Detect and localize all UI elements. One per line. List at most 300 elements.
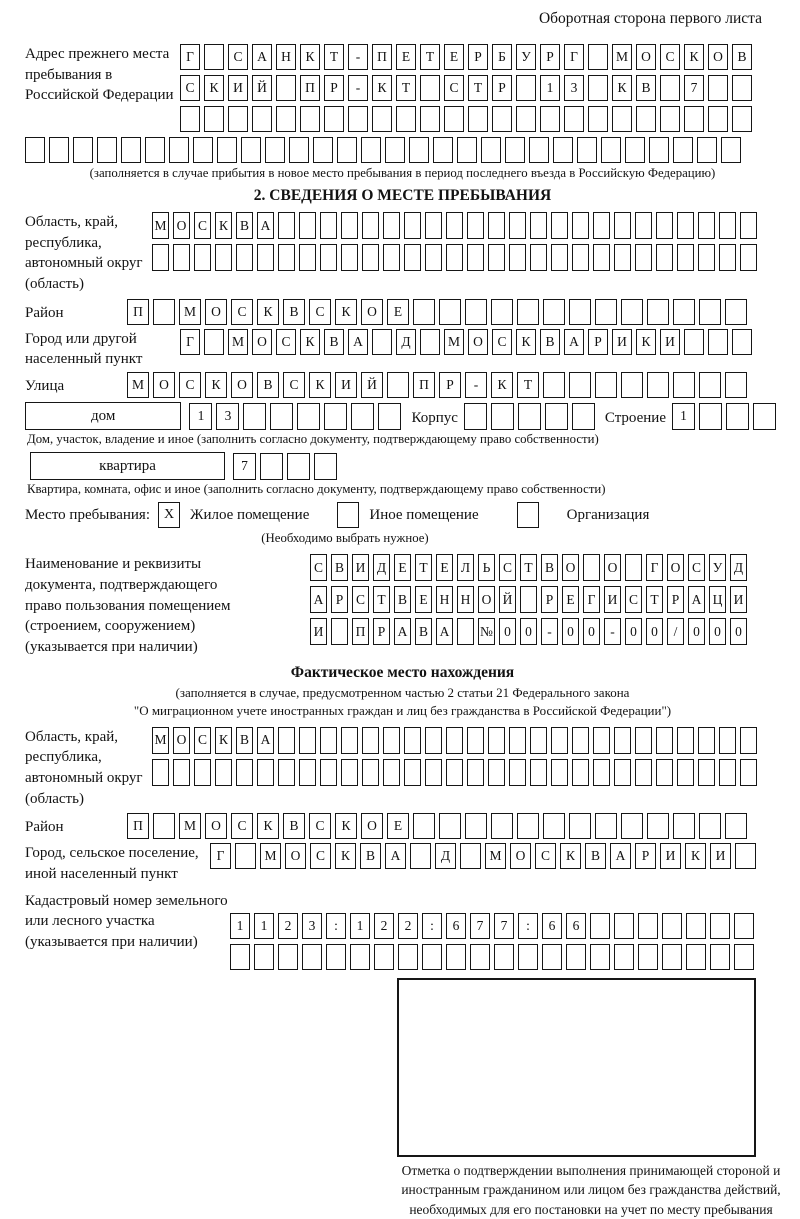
char-cell[interactable] <box>314 453 337 480</box>
char-cell[interactable]: К <box>204 75 224 101</box>
char-cell[interactable]: 3 <box>216 403 239 430</box>
char-cell[interactable]: С <box>310 843 331 869</box>
char-cell[interactable] <box>647 299 669 325</box>
char-cell[interactable]: С <box>688 554 705 581</box>
char-cell[interactable] <box>593 244 610 271</box>
char-cell[interactable]: Ь <box>478 554 495 581</box>
char-cell[interactable] <box>572 244 589 271</box>
char-cell[interactable]: С <box>660 44 680 70</box>
char-cell[interactable]: Г <box>646 554 663 581</box>
char-cell[interactable]: В <box>257 372 279 398</box>
char-cell[interactable] <box>488 244 505 271</box>
char-cell[interactable]: 3 <box>564 75 584 101</box>
char-cell[interactable] <box>413 813 435 839</box>
char-cell[interactable]: С <box>499 554 516 581</box>
char-cell[interactable] <box>236 759 253 786</box>
char-cell[interactable] <box>287 453 310 480</box>
char-cell[interactable] <box>518 944 538 970</box>
char-cell[interactable] <box>320 727 337 754</box>
char-cell[interactable] <box>457 618 474 645</box>
char-cell[interactable]: С <box>283 372 305 398</box>
char-cell[interactable] <box>564 106 584 132</box>
char-cell[interactable]: И <box>612 329 632 355</box>
char-cell[interactable] <box>588 75 608 101</box>
char-cell[interactable] <box>595 299 617 325</box>
char-cell[interactable] <box>583 554 600 581</box>
char-cell[interactable] <box>278 244 295 271</box>
char-cell[interactable]: 0 <box>688 618 705 645</box>
char-cell[interactable]: П <box>300 75 320 101</box>
char-cell[interactable] <box>684 106 704 132</box>
char-cell[interactable] <box>243 403 266 430</box>
char-cell[interactable] <box>97 137 117 163</box>
char-cell[interactable] <box>719 759 736 786</box>
char-cell[interactable]: М <box>612 44 632 70</box>
char-cell[interactable] <box>621 813 643 839</box>
char-cell[interactable]: 1 <box>254 913 274 939</box>
char-cell[interactable] <box>698 727 715 754</box>
char-cell[interactable]: П <box>372 44 392 70</box>
char-cell[interactable]: У <box>709 554 726 581</box>
char-cell[interactable]: Р <box>541 586 558 613</box>
char-cell[interactable] <box>656 759 673 786</box>
char-cell[interactable]: 0 <box>730 618 747 645</box>
char-cell[interactable]: К <box>372 75 392 101</box>
char-cell[interactable] <box>265 137 285 163</box>
char-cell[interactable]: : <box>326 913 346 939</box>
char-cell[interactable]: Р <box>588 329 608 355</box>
char-cell[interactable] <box>278 759 295 786</box>
char-cell[interactable] <box>420 75 440 101</box>
char-cell[interactable]: К <box>636 329 656 355</box>
char-cell[interactable]: Й <box>361 372 383 398</box>
char-cell[interactable]: Г <box>210 843 231 869</box>
char-cell[interactable] <box>467 759 484 786</box>
char-cell[interactable]: Н <box>276 44 296 70</box>
char-cell[interactable]: О <box>636 44 656 70</box>
char-cell[interactable]: И <box>604 586 621 613</box>
char-cell[interactable]: А <box>394 618 411 645</box>
char-cell[interactable] <box>660 106 680 132</box>
char-cell[interactable]: И <box>710 843 731 869</box>
char-cell[interactable] <box>215 759 232 786</box>
char-cell[interactable]: О <box>562 554 579 581</box>
char-cell[interactable] <box>404 212 421 239</box>
char-cell[interactable] <box>194 759 211 786</box>
char-cell[interactable]: 0 <box>520 618 537 645</box>
char-cell[interactable] <box>593 212 610 239</box>
char-cell[interactable] <box>383 212 400 239</box>
char-cell[interactable]: - <box>541 618 558 645</box>
char-cell[interactable] <box>257 244 274 271</box>
char-cell[interactable] <box>372 329 392 355</box>
char-cell[interactable] <box>362 244 379 271</box>
char-cell[interactable]: М <box>179 813 201 839</box>
char-cell[interactable] <box>551 212 568 239</box>
char-cell[interactable]: К <box>335 813 357 839</box>
char-cell[interactable]: В <box>236 727 253 754</box>
char-cell[interactable] <box>732 106 752 132</box>
char-cell[interactable]: О <box>153 372 175 398</box>
char-cell[interactable]: 0 <box>625 618 642 645</box>
char-cell[interactable] <box>734 913 754 939</box>
char-cell[interactable] <box>572 727 589 754</box>
char-cell[interactable]: В <box>415 618 432 645</box>
char-cell[interactable] <box>467 727 484 754</box>
char-cell[interactable]: Т <box>517 372 539 398</box>
char-cell[interactable] <box>516 75 536 101</box>
char-cell[interactable]: 7 <box>233 453 256 480</box>
char-cell[interactable] <box>396 106 416 132</box>
char-cell[interactable] <box>276 75 296 101</box>
char-cell[interactable] <box>732 329 752 355</box>
char-cell[interactable]: С <box>194 727 211 754</box>
char-cell[interactable]: П <box>352 618 369 645</box>
char-cell[interactable] <box>593 759 610 786</box>
char-cell[interactable] <box>569 813 591 839</box>
char-cell[interactable] <box>593 727 610 754</box>
char-cell[interactable] <box>331 618 348 645</box>
char-cell[interactable]: М <box>152 727 169 754</box>
char-cell[interactable] <box>543 813 565 839</box>
char-cell[interactable] <box>530 727 547 754</box>
char-cell[interactable] <box>677 244 694 271</box>
char-cell[interactable] <box>341 759 358 786</box>
char-cell[interactable] <box>601 137 621 163</box>
char-cell[interactable] <box>152 759 169 786</box>
char-cell[interactable]: К <box>685 843 706 869</box>
char-cell[interactable] <box>551 759 568 786</box>
char-cell[interactable] <box>708 106 728 132</box>
char-cell[interactable]: В <box>331 554 348 581</box>
char-cell[interactable] <box>145 137 165 163</box>
char-cell[interactable] <box>614 244 631 271</box>
char-cell[interactable]: О <box>173 212 190 239</box>
char-cell[interactable]: О <box>205 299 227 325</box>
char-cell[interactable] <box>492 106 512 132</box>
char-cell[interactable]: 3 <box>302 913 322 939</box>
char-cell[interactable] <box>252 106 272 132</box>
char-cell[interactable] <box>572 759 589 786</box>
char-cell[interactable]: Г <box>180 329 200 355</box>
char-cell[interactable] <box>697 137 717 163</box>
char-cell[interactable] <box>326 944 346 970</box>
char-cell[interactable]: / <box>667 618 684 645</box>
char-cell[interactable]: О <box>361 813 383 839</box>
char-cell[interactable] <box>488 759 505 786</box>
char-cell[interactable]: О <box>667 554 684 581</box>
char-cell[interactable]: А <box>385 843 406 869</box>
char-cell[interactable] <box>464 403 487 430</box>
char-cell[interactable]: К <box>257 299 279 325</box>
char-cell[interactable]: Т <box>468 75 488 101</box>
char-cell[interactable] <box>241 137 261 163</box>
char-cell[interactable] <box>446 244 463 271</box>
char-cell[interactable]: К <box>335 843 356 869</box>
char-cell[interactable] <box>433 137 453 163</box>
char-cell[interactable] <box>569 372 591 398</box>
char-cell[interactable] <box>278 944 298 970</box>
char-cell[interactable] <box>320 759 337 786</box>
char-cell[interactable] <box>530 244 547 271</box>
char-cell[interactable]: Е <box>562 586 579 613</box>
char-cell[interactable] <box>378 403 401 430</box>
stay-option-organization-checkbox[interactable] <box>517 502 539 528</box>
char-cell[interactable] <box>569 299 591 325</box>
char-cell[interactable]: Р <box>373 618 390 645</box>
char-cell[interactable]: 2 <box>398 913 418 939</box>
char-cell[interactable] <box>362 727 379 754</box>
char-cell[interactable]: А <box>436 618 453 645</box>
char-cell[interactable]: А <box>348 329 368 355</box>
char-cell[interactable]: О <box>252 329 272 355</box>
char-cell[interactable] <box>686 944 706 970</box>
char-cell[interactable] <box>215 244 232 271</box>
char-cell[interactable]: Й <box>499 586 516 613</box>
char-cell[interactable] <box>420 329 440 355</box>
char-cell[interactable] <box>257 759 274 786</box>
char-cell[interactable] <box>73 137 93 163</box>
char-cell[interactable]: О <box>361 299 383 325</box>
char-cell[interactable] <box>383 244 400 271</box>
char-cell[interactable] <box>404 759 421 786</box>
char-cell[interactable] <box>446 944 466 970</box>
char-cell[interactable]: М <box>485 843 506 869</box>
char-cell[interactable] <box>320 212 337 239</box>
char-cell[interactable] <box>543 372 565 398</box>
char-cell[interactable]: 7 <box>470 913 490 939</box>
char-cell[interactable] <box>656 727 673 754</box>
char-cell[interactable] <box>491 299 513 325</box>
char-cell[interactable] <box>387 372 409 398</box>
char-cell[interactable] <box>509 212 526 239</box>
char-cell[interactable]: Й <box>252 75 272 101</box>
char-cell[interactable]: Т <box>373 586 390 613</box>
char-cell[interactable] <box>491 403 514 430</box>
char-cell[interactable]: В <box>283 299 305 325</box>
char-cell[interactable]: Т <box>520 554 537 581</box>
char-cell[interactable] <box>677 727 694 754</box>
char-cell[interactable]: 7 <box>494 913 514 939</box>
char-cell[interactable]: К <box>205 372 227 398</box>
char-cell[interactable]: Р <box>468 44 488 70</box>
char-cell[interactable] <box>625 554 642 581</box>
char-cell[interactable] <box>699 813 721 839</box>
char-cell[interactable] <box>313 137 333 163</box>
char-cell[interactable]: С <box>535 843 556 869</box>
char-cell[interactable]: Т <box>420 44 440 70</box>
char-cell[interactable] <box>698 759 715 786</box>
char-cell[interactable] <box>517 299 539 325</box>
char-cell[interactable] <box>300 106 320 132</box>
char-cell[interactable]: И <box>730 586 747 613</box>
char-cell[interactable] <box>235 843 256 869</box>
char-cell[interactable] <box>530 759 547 786</box>
char-cell[interactable] <box>121 137 141 163</box>
char-cell[interactable] <box>725 299 747 325</box>
char-cell[interactable] <box>686 913 706 939</box>
char-cell[interactable]: С <box>444 75 464 101</box>
char-cell[interactable]: Е <box>387 299 409 325</box>
char-cell[interactable]: Е <box>415 586 432 613</box>
char-cell[interactable]: В <box>585 843 606 869</box>
char-cell[interactable]: М <box>179 299 201 325</box>
char-cell[interactable]: К <box>612 75 632 101</box>
stay-option-other-checkbox[interactable] <box>337 502 359 528</box>
char-cell[interactable]: Г <box>564 44 584 70</box>
char-cell[interactable] <box>635 244 652 271</box>
char-cell[interactable]: В <box>541 554 558 581</box>
char-cell[interactable] <box>614 944 634 970</box>
char-cell[interactable] <box>699 299 721 325</box>
char-cell[interactable] <box>362 212 379 239</box>
char-cell[interactable]: П <box>413 372 435 398</box>
char-cell[interactable]: О <box>231 372 253 398</box>
char-cell[interactable]: Е <box>394 554 411 581</box>
char-cell[interactable]: И <box>352 554 369 581</box>
char-cell[interactable]: А <box>688 586 705 613</box>
char-cell[interactable]: 1 <box>540 75 560 101</box>
char-cell[interactable] <box>673 299 695 325</box>
char-cell[interactable]: Б <box>492 44 512 70</box>
char-cell[interactable] <box>529 137 549 163</box>
char-cell[interactable] <box>320 244 337 271</box>
char-cell[interactable]: В <box>324 329 344 355</box>
char-cell[interactable]: Г <box>583 586 600 613</box>
char-cell[interactable]: С <box>625 586 642 613</box>
char-cell[interactable] <box>614 727 631 754</box>
char-cell[interactable] <box>677 759 694 786</box>
char-cell[interactable]: Т <box>646 586 663 613</box>
char-cell[interactable] <box>662 913 682 939</box>
char-cell[interactable] <box>446 212 463 239</box>
char-cell[interactable] <box>590 913 610 939</box>
char-cell[interactable]: Е <box>444 44 464 70</box>
char-cell[interactable] <box>439 813 461 839</box>
char-cell[interactable]: 6 <box>446 913 466 939</box>
char-cell[interactable]: О <box>285 843 306 869</box>
char-cell[interactable]: 1 <box>350 913 370 939</box>
char-cell[interactable] <box>236 244 253 271</box>
char-cell[interactable]: М <box>260 843 281 869</box>
char-cell[interactable]: А <box>310 586 327 613</box>
char-cell[interactable] <box>398 944 418 970</box>
char-cell[interactable] <box>194 244 211 271</box>
char-cell[interactable] <box>228 106 248 132</box>
char-cell[interactable]: № <box>478 618 495 645</box>
char-cell[interactable] <box>410 843 431 869</box>
char-cell[interactable] <box>467 212 484 239</box>
char-cell[interactable]: 2 <box>374 913 394 939</box>
char-cell[interactable] <box>153 813 175 839</box>
char-cell[interactable] <box>152 244 169 271</box>
char-cell[interactable] <box>278 727 295 754</box>
char-cell[interactable] <box>299 759 316 786</box>
char-cell[interactable]: Т <box>396 75 416 101</box>
char-cell[interactable]: И <box>228 75 248 101</box>
char-cell[interactable]: Д <box>396 329 416 355</box>
char-cell[interactable]: П <box>127 813 149 839</box>
char-cell[interactable] <box>698 244 715 271</box>
char-cell[interactable] <box>204 44 224 70</box>
char-cell[interactable] <box>734 944 754 970</box>
char-cell[interactable] <box>278 212 295 239</box>
char-cell[interactable] <box>647 372 669 398</box>
char-cell[interactable] <box>725 372 747 398</box>
char-cell[interactable]: С <box>310 554 327 581</box>
char-cell[interactable]: М <box>444 329 464 355</box>
char-cell[interactable]: Н <box>457 586 474 613</box>
char-cell[interactable] <box>708 75 728 101</box>
char-cell[interactable] <box>297 403 320 430</box>
char-cell[interactable]: В <box>360 843 381 869</box>
char-cell[interactable] <box>638 913 658 939</box>
char-cell[interactable] <box>725 813 747 839</box>
char-cell[interactable]: С <box>228 44 248 70</box>
char-cell[interactable] <box>673 372 695 398</box>
char-cell[interactable] <box>348 106 368 132</box>
char-cell[interactable]: В <box>236 212 253 239</box>
char-cell[interactable] <box>204 106 224 132</box>
char-cell[interactable]: И <box>310 618 327 645</box>
char-cell[interactable] <box>425 244 442 271</box>
char-cell[interactable] <box>260 453 283 480</box>
char-cell[interactable] <box>404 244 421 271</box>
char-cell[interactable] <box>698 212 715 239</box>
char-cell[interactable]: - <box>348 44 368 70</box>
char-cell[interactable] <box>289 137 309 163</box>
char-cell[interactable] <box>656 212 673 239</box>
char-cell[interactable] <box>677 212 694 239</box>
char-cell[interactable] <box>230 944 250 970</box>
char-cell[interactable]: А <box>610 843 631 869</box>
char-cell[interactable]: А <box>252 44 272 70</box>
char-cell[interactable] <box>614 212 631 239</box>
char-cell[interactable] <box>638 944 658 970</box>
char-cell[interactable]: М <box>152 212 169 239</box>
char-cell[interactable]: Д <box>373 554 390 581</box>
char-cell[interactable] <box>383 727 400 754</box>
char-cell[interactable] <box>350 944 370 970</box>
char-cell[interactable]: К <box>335 299 357 325</box>
char-cell[interactable]: К <box>215 212 232 239</box>
char-cell[interactable]: П <box>127 299 149 325</box>
char-cell[interactable]: 2 <box>278 913 298 939</box>
char-cell[interactable] <box>374 944 394 970</box>
char-cell[interactable] <box>719 727 736 754</box>
char-cell[interactable]: Р <box>492 75 512 101</box>
char-cell[interactable]: Е <box>436 554 453 581</box>
char-cell[interactable] <box>588 106 608 132</box>
char-cell[interactable] <box>740 244 757 271</box>
char-cell[interactable] <box>740 212 757 239</box>
char-cell[interactable] <box>169 137 189 163</box>
char-cell[interactable] <box>572 403 595 430</box>
char-cell[interactable]: У <box>516 44 536 70</box>
char-cell[interactable] <box>404 727 421 754</box>
char-cell[interactable] <box>635 759 652 786</box>
char-cell[interactable]: 7 <box>684 75 704 101</box>
char-cell[interactable] <box>553 137 573 163</box>
char-cell[interactable]: К <box>257 813 279 839</box>
char-cell[interactable]: В <box>283 813 305 839</box>
char-cell[interactable]: К <box>309 372 331 398</box>
char-cell[interactable]: К <box>215 727 232 754</box>
char-cell[interactable]: 0 <box>562 618 579 645</box>
char-cell[interactable] <box>299 244 316 271</box>
char-cell[interactable]: Л <box>457 554 474 581</box>
char-cell[interactable] <box>726 403 749 430</box>
